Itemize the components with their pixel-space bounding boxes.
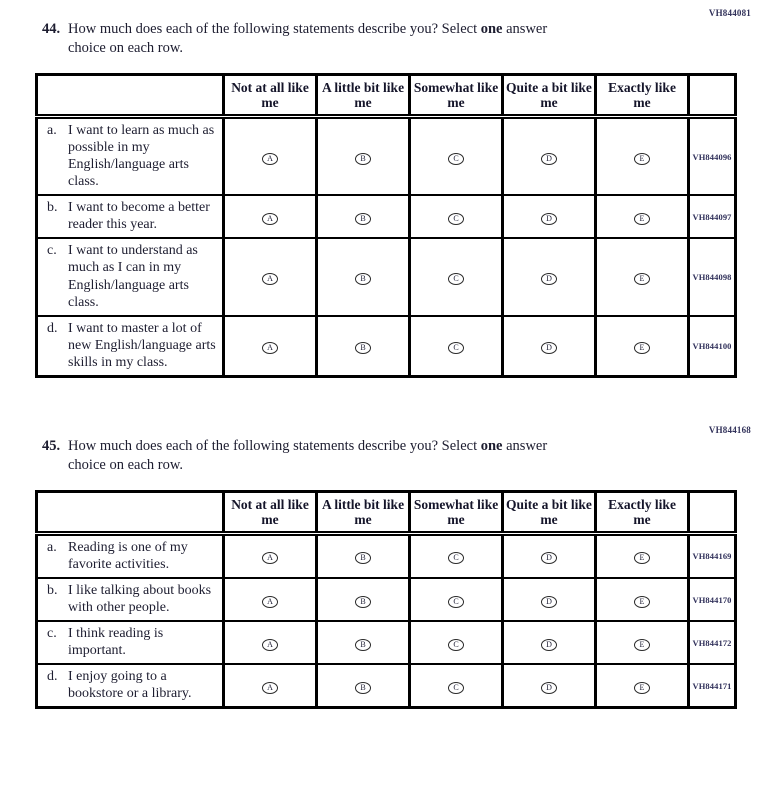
- q45-row-c-option-c-cell: [410, 621, 503, 664]
- choice-bubble-b[interactable]: B: [355, 213, 371, 225]
- row-accession-code: VH844172: [689, 621, 736, 664]
- choice-bubble-d[interactable]: D: [541, 596, 557, 608]
- row-letter: d.: [47, 320, 58, 336]
- q44-row-c-option-b-cell: [317, 238, 410, 315]
- choice-bubble-e[interactable]: E: [634, 552, 650, 564]
- choice-bubble-b[interactable]: B: [355, 552, 371, 564]
- q45-row-c: [37, 621, 736, 664]
- q45-row-d-option-a-cell: [224, 664, 317, 708]
- statement-text: I want to become a better reader this year.: [68, 200, 210, 233]
- q45-row-c-option-d-cell: [503, 621, 596, 664]
- row-accession-code: VH844098: [689, 238, 736, 315]
- q45-row-d-option-b-cell: [317, 664, 410, 708]
- q44-row-a-option-d-cell: [503, 116, 596, 195]
- q45-row-a: [37, 533, 736, 578]
- q45-row-a-option-d-cell: [503, 533, 596, 578]
- q45-row-d-option-c-cell: [410, 664, 503, 708]
- question-44-table: [35, 73, 737, 378]
- q44-row-a-statement: [37, 116, 224, 195]
- question-45-text: [68, 437, 547, 475]
- choice-bubble-a[interactable]: A: [262, 342, 278, 354]
- q44-row-b-option-b-cell: [317, 195, 410, 238]
- row-letter: b.: [47, 582, 58, 598]
- q44-row-a-option-c-cell: [410, 116, 503, 195]
- q44-row-c-option-a-cell: [224, 238, 317, 315]
- question-45-text-post: answer: [502, 437, 548, 454]
- choice-bubble-d[interactable]: D: [541, 342, 557, 354]
- q44-row-a-option-a-cell: [224, 116, 317, 195]
- q44-row-b: [37, 195, 736, 238]
- q44-row-b-option-d-cell: [503, 195, 596, 238]
- q45-column-header-a-little-bit: A little bit like me: [317, 491, 410, 533]
- choice-bubble-a[interactable]: A: [262, 596, 278, 608]
- q44-column-header-quite-a-bit: Quite a bit like me: [503, 74, 596, 116]
- statement-text: Reading is one of my favorite activities.: [68, 539, 188, 572]
- question-45-section: [0, 424, 762, 710]
- row-letter: c.: [47, 243, 57, 259]
- choice-bubble-e[interactable]: E: [634, 273, 650, 285]
- q45-column-header-exactly-like: Exactly like me: [596, 491, 689, 533]
- question-44-text: [68, 20, 547, 58]
- q45-row-b-option-a-cell: [224, 578, 317, 621]
- choice-bubble-a[interactable]: A: [262, 682, 278, 694]
- question-44-prompt: [42, 20, 762, 58]
- question-45-number: 45.: [42, 437, 61, 454]
- choice-bubble-e[interactable]: E: [634, 682, 650, 694]
- choice-bubble-c[interactable]: C: [448, 682, 464, 694]
- q45-header-row: [37, 491, 736, 533]
- q45-statement-header-empty: [37, 491, 224, 533]
- q44-row-a-option-b-cell: [317, 116, 410, 195]
- choice-bubble-e[interactable]: E: [634, 639, 650, 651]
- q45-row-a-option-a-cell: [224, 533, 317, 578]
- choice-bubble-b[interactable]: B: [355, 273, 371, 285]
- choice-bubble-c[interactable]: C: [448, 342, 464, 354]
- q45-row-c-option-e-cell: [596, 621, 689, 664]
- q44-statement-header-empty: [37, 74, 224, 116]
- choice-bubble-c[interactable]: C: [448, 153, 464, 165]
- q45-row-d: [37, 664, 736, 708]
- q45-row-c-option-a-cell: [224, 621, 317, 664]
- question-44-text-bold: one: [480, 21, 503, 37]
- q44-row-d: [37, 316, 736, 377]
- q44-column-header-exactly-like: Exactly like me: [596, 74, 689, 116]
- choice-bubble-b[interactable]: B: [355, 682, 371, 694]
- choice-bubble-e[interactable]: E: [634, 342, 650, 354]
- choice-bubble-a[interactable]: A: [262, 639, 278, 651]
- q44-row-d-option-d-cell: [503, 316, 596, 377]
- question-45-table: [35, 490, 737, 710]
- q45-row-d-statement: [37, 664, 224, 708]
- q45-row-b-option-d-cell: [503, 578, 596, 621]
- q44-column-header-not-at-all: Not at all like me: [224, 74, 317, 116]
- choice-bubble-a[interactable]: A: [262, 153, 278, 165]
- q44-row-c-option-e-cell: [596, 238, 689, 315]
- choice-bubble-d[interactable]: D: [541, 639, 557, 651]
- question-44-text-post: answer: [502, 21, 548, 37]
- q45-row-a-option-e-cell: [596, 533, 689, 578]
- q44-row-c: [37, 238, 736, 315]
- statement-text: I want to master a lot of new English/language arts skills in my class.: [68, 320, 216, 370]
- row-letter: d.: [47, 669, 58, 685]
- q45-row-a-option-b-cell: [317, 533, 410, 578]
- q45-column-header-not-at-all: Not at all like me: [224, 491, 317, 533]
- q44-row-d-statement: [37, 316, 224, 377]
- question-44-number: 44.: [42, 21, 61, 37]
- choice-bubble-a[interactable]: A: [262, 552, 278, 564]
- q45-row-c-statement: [37, 621, 224, 664]
- q44-row-a: [37, 116, 736, 195]
- row-accession-code: VH844100: [689, 316, 736, 377]
- choice-bubble-b[interactable]: B: [355, 639, 371, 651]
- statement-text: I want to learn as much as possible in my English/language arts class.: [68, 122, 215, 190]
- q45-row-b-option-c-cell: [410, 578, 503, 621]
- q44-row-b-option-e-cell: [596, 195, 689, 238]
- q44-row-c-option-c-cell: [410, 238, 503, 315]
- q45-row-b-option-b-cell: [317, 578, 410, 621]
- statement-text: I think reading is important.: [68, 626, 164, 659]
- q45-code-header-empty: [689, 491, 736, 533]
- q44-row-b-option-a-cell: [224, 195, 317, 238]
- q44-column-header-somewhat: Somewhat like me: [410, 74, 503, 116]
- q44-row-c-statement: [37, 238, 224, 315]
- q44-code-header-empty: [689, 74, 736, 116]
- choice-bubble-d[interactable]: D: [541, 213, 557, 225]
- choice-bubble-c[interactable]: C: [448, 213, 464, 225]
- q45-row-a-option-c-cell: [410, 533, 503, 578]
- q45-column-header-quite-a-bit: Quite a bit like me: [503, 491, 596, 533]
- question-45-text-bold: one: [480, 437, 503, 454]
- choice-bubble-d[interactable]: D: [541, 273, 557, 285]
- choice-bubble-e[interactable]: E: [634, 153, 650, 165]
- choice-bubble-c[interactable]: C: [448, 596, 464, 608]
- question-45-text-line2: choice on each row.: [68, 456, 184, 473]
- statement-text: I like talking about books with other people.: [68, 582, 212, 616]
- q44-header-row: [37, 74, 736, 116]
- row-accession-code: VH844169: [689, 533, 736, 578]
- row-accession-code: VH844171: [689, 664, 736, 708]
- q44-row-b-option-c-cell: [410, 195, 503, 238]
- question-44-accession-code: VH844081: [708, 8, 751, 18]
- question-45-prompt: [42, 437, 762, 475]
- q45-column-header-somewhat: Somewhat like me: [410, 491, 503, 533]
- row-letter: c.: [47, 626, 57, 642]
- choice-bubble-d[interactable]: D: [541, 552, 557, 564]
- statement-text: I want to understand as much as I can in my English/language arts class.: [68, 243, 198, 310]
- q45-row-c-option-b-cell: [317, 621, 410, 664]
- q45-row-b-option-e-cell: [596, 578, 689, 621]
- q45-row-b: [37, 578, 736, 621]
- row-accession-code: VH844097: [689, 195, 736, 238]
- row-accession-code: VH844096: [689, 116, 736, 195]
- q44-row-c-option-d-cell: [503, 238, 596, 315]
- q44-row-d-option-c-cell: [410, 316, 503, 377]
- q44-column-header-a-little-bit: A little bit like me: [317, 74, 410, 116]
- q45-row-a-statement: [37, 533, 224, 578]
- choice-bubble-b[interactable]: B: [355, 153, 371, 165]
- question-44-section: [0, 0, 762, 378]
- question-44-text-line2: choice on each row.: [68, 39, 184, 56]
- choice-bubble-c[interactable]: C: [448, 552, 464, 564]
- row-letter: a.: [47, 539, 57, 555]
- question-45-accession-code: VH844168: [708, 424, 751, 435]
- q44-row-a-option-e-cell: [596, 116, 689, 195]
- choice-bubble-e[interactable]: E: [634, 213, 650, 225]
- choice-bubble-a[interactable]: A: [262, 213, 278, 225]
- row-letter: b.: [47, 200, 58, 216]
- row-accession-code: VH844170: [689, 578, 736, 621]
- q44-row-d-option-a-cell: [224, 316, 317, 377]
- choice-bubble-c[interactable]: C: [448, 273, 464, 285]
- q45-row-b-statement: [37, 578, 224, 621]
- row-letter: a.: [47, 122, 57, 138]
- choice-bubble-e[interactable]: E: [634, 596, 650, 608]
- choice-bubble-b[interactable]: B: [355, 596, 371, 608]
- q44-row-d-option-b-cell: [317, 316, 410, 377]
- choice-bubble-b[interactable]: B: [355, 342, 371, 354]
- choice-bubble-d[interactable]: D: [541, 153, 557, 165]
- statement-text: I enjoy going to a bookstore or a library.: [68, 669, 192, 702]
- q44-row-b-statement: [37, 195, 224, 238]
- question-45-text-pre: How much does each of the following statements describe you? Select: [68, 437, 481, 454]
- q45-row-d-option-e-cell: [596, 664, 689, 708]
- q45-row-d-option-d-cell: [503, 664, 596, 708]
- choice-bubble-d[interactable]: D: [541, 682, 557, 694]
- choice-bubble-a[interactable]: A: [262, 273, 278, 285]
- choice-bubble-c[interactable]: C: [448, 639, 464, 651]
- question-44-text-pre: How much does each of the following statements describe you? Select: [68, 21, 481, 37]
- q44-row-d-option-e-cell: [596, 316, 689, 377]
